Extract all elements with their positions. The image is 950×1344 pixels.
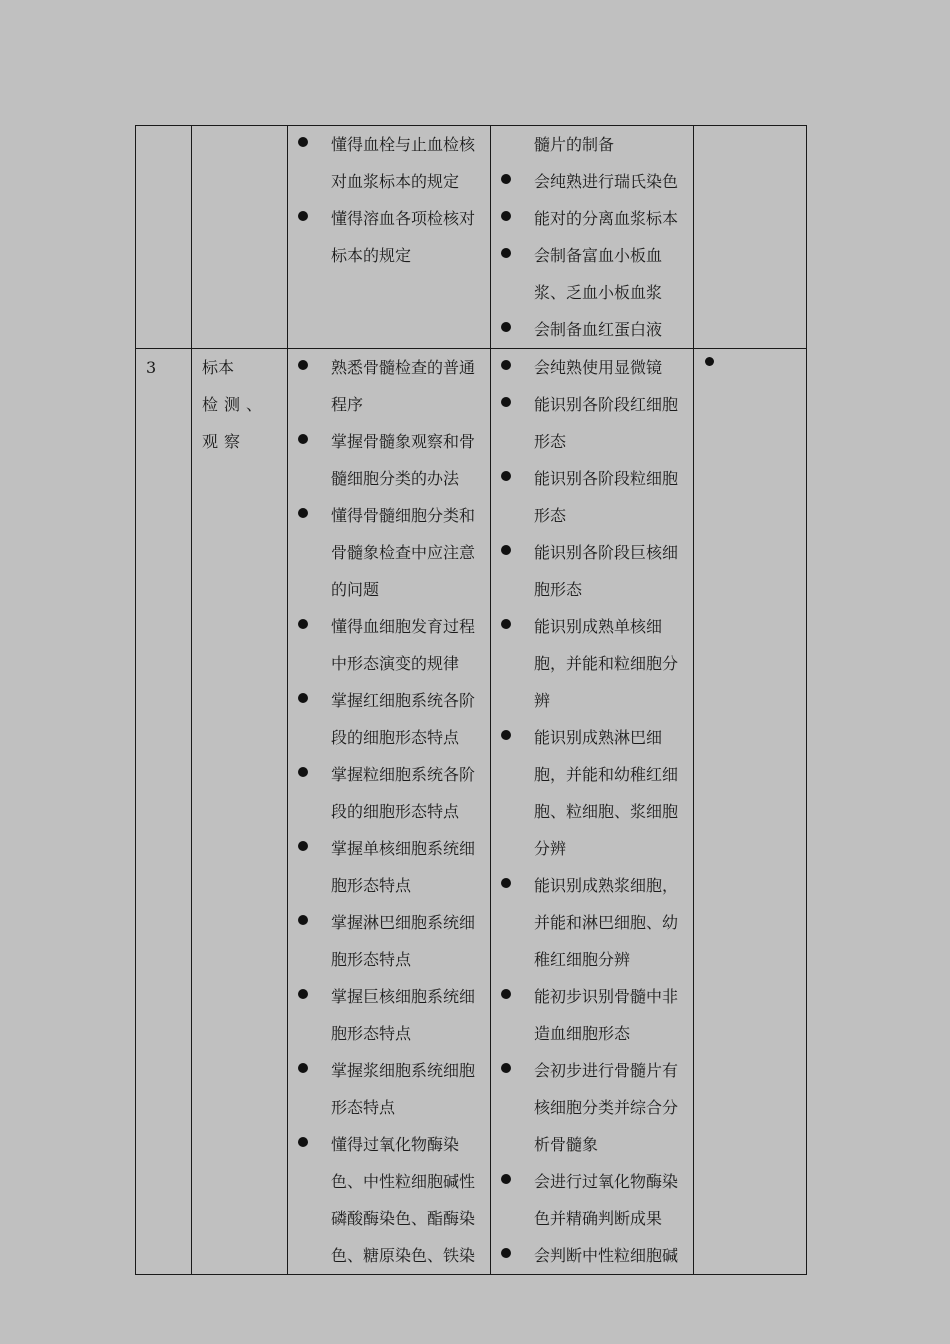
list-item: 能识别成熟单核细胞，并能和粒细胞分辨 xyxy=(491,608,693,719)
list-item: 懂得骨髓细胞分类和骨髓象检查中应注意的问题 xyxy=(288,497,490,608)
bullet-dot-icon xyxy=(694,349,806,386)
item-name-line2: 检测、观察 xyxy=(202,395,269,451)
list-item: 掌握浆细胞系统细胞形态特点 xyxy=(288,1052,490,1126)
list-item: 会进行过氧化物酶染色并精确判断成果 xyxy=(491,1163,693,1237)
list-item: 掌握巨核细胞系统细胞形态特点 xyxy=(288,978,490,1052)
table-row xyxy=(136,126,807,349)
list-item: 懂得血栓与止血检核对血浆标本的规定 xyxy=(288,126,490,200)
item-name-line1: 标本 xyxy=(202,358,235,377)
item-cell xyxy=(192,126,288,349)
list-item: 能识别各阶段巨核细胞形态 xyxy=(491,534,693,608)
list-item: 掌握骨髓象观察和骨髓细胞分类的办法 xyxy=(288,423,490,497)
list-item: 掌握单核细胞系统细胞形态特点 xyxy=(288,830,490,904)
skills-list xyxy=(491,349,693,1274)
list-item: 会纯熟进行瑞氏染色 xyxy=(491,163,693,200)
row-number-cell xyxy=(136,126,192,349)
skills-cell xyxy=(491,349,694,1275)
list-item: 熟悉骨髓检查的普通程序 xyxy=(288,349,490,423)
table-row xyxy=(136,349,807,1275)
row-number: 3 xyxy=(146,358,157,377)
row-number-cell xyxy=(136,349,192,1275)
list-item: 会纯熟使用显微镜 xyxy=(491,349,693,386)
list-item: 会制备富血小板血浆、乏血小板血浆 xyxy=(491,237,693,311)
item-cell xyxy=(192,349,288,1275)
note-cell xyxy=(694,126,807,349)
list-item: 能识别成熟浆细胞，并能和淋巴细胞、幼稚红细胞分辨 xyxy=(491,867,693,978)
list-item: 掌握粒细胞系统各阶段的细胞形态特点 xyxy=(288,756,490,830)
knowledge-cell xyxy=(288,349,491,1275)
list-item: 掌握红细胞系统各阶段的细胞形态特点 xyxy=(288,682,490,756)
list-item: 能识别各阶段红细胞形态 xyxy=(491,386,693,460)
knowledge-cell xyxy=(288,126,491,349)
skills-continuation: 髓片的制备 xyxy=(534,135,615,154)
list-item: 懂得过氧化物酶染色、中性粒细胞碱性磷酸酶染色、酯酶染色、糖原染色、铁染 xyxy=(288,1126,490,1274)
list-item: 懂得血细胞发育过程中形态演变的规律 xyxy=(288,608,490,682)
list-item: 懂得溶血各项检核对标本的规定 xyxy=(288,200,490,274)
knowledge-list xyxy=(288,349,490,1274)
curriculum-table xyxy=(135,125,807,1275)
list-item: 能识别各阶段粒细胞形态 xyxy=(491,460,693,534)
knowledge-list xyxy=(288,126,490,274)
list-item: 会初步进行骨髓片有核细胞分类并综合分析骨髓象 xyxy=(491,1052,693,1163)
skills-list xyxy=(491,163,693,348)
list-item: 能对的分离血浆标本 xyxy=(491,200,693,237)
list-item: 掌握淋巴细胞系统细胞形态特点 xyxy=(288,904,490,978)
list-item: 会制备血红蛋白液 xyxy=(491,311,693,348)
list-item: 能初步识别骨髓中非造血细胞形态 xyxy=(491,978,693,1052)
skills-cell xyxy=(491,126,694,349)
list-item: 会判断中性粒细胞碱 xyxy=(491,1237,693,1274)
note-cell xyxy=(694,349,807,1275)
list-item: 能识别成熟淋巴细胞，并能和幼稚红细胞、粒细胞、浆细胞分辨 xyxy=(491,719,693,867)
